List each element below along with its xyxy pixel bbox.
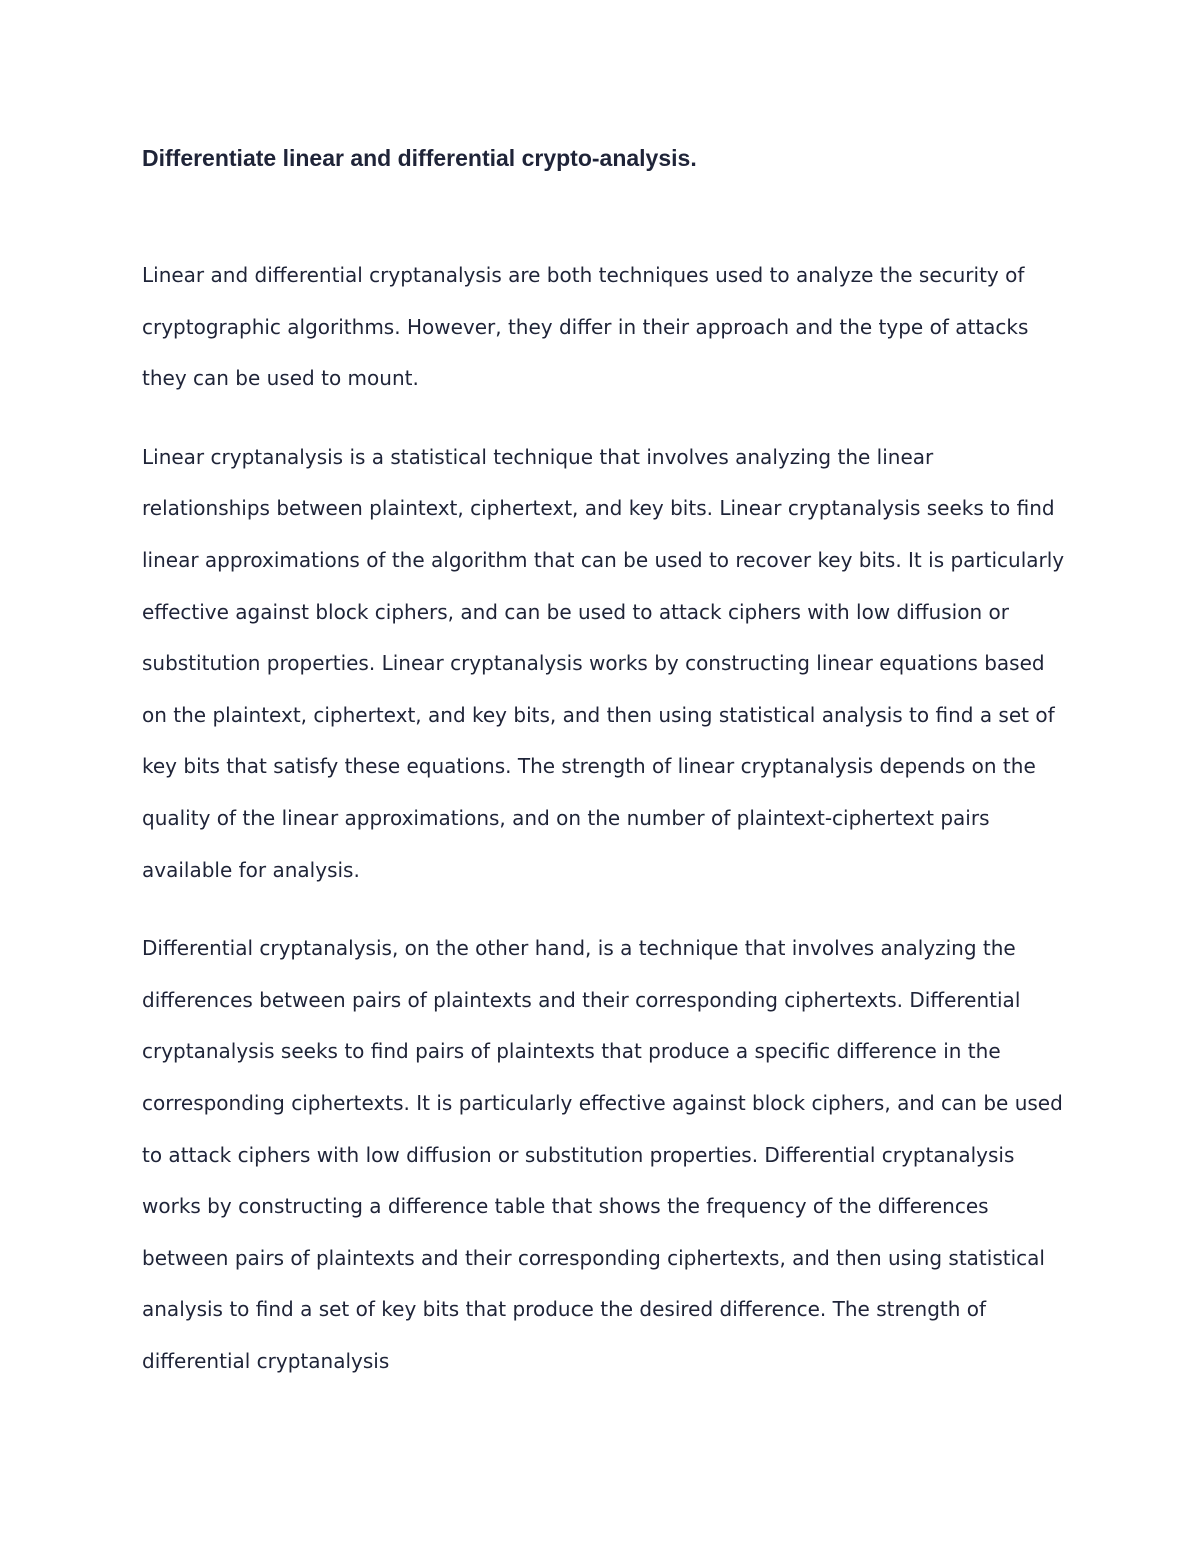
document-title: Differentiate linear and differential crypto-analysis. [142,145,697,171]
paragraph-intro: Linear and differential cryptanalysis are both techniques used to analyze the security of cryptographic algorithms. However, they differ in their approach and the type of attacks they can be used to mount. [142,263,1029,391]
document-body [142,250,1067,1387]
paragraph-linear-cryptanalysis: Linear cryptanalysis is a statistical technique that involves analyzing the linear relationships between plaintext, ciphertext, and key bits. Linear cryptanalysis seeks to find linear approximations of the algorithm that can be used to recover key bits. It is particularly effective against block ciphers, and can be used to attack ciphers with low diffusion or substitution properties. Linear cryptanalysis works by constructing linear equations based on the plaintext, ciphertext, and key bits, and then using statistical analysis to find a set of key bits that satisfy these equations. The strength of linear cryptanalysis depends on the quality of the linear approximations, and on the number of plaintext-ciphertext pairs available for analysis. [142,444,1065,882]
paragraph-differential-cryptanalysis: Differential cryptanalysis, on the other hand, is a technique that involves analyzing the differences between pairs of plaintexts and their corresponding ciphertexts. Differential cryptanalysis seeks to find pairs of plaintexts that produce a specific difference in the corresponding ciphertexts. It is particularly effective against block ciphers, and can be used to attack ciphers with low diffusion or substitution properties. Differential cryptanalysis works by constructing a difference table that shows the frequency of the differences between pairs of plaintexts and their corresponding ciphertexts, and then using statistical analysis to find a set of key bits that produce the desired difference. The strength of differential cryptanalysis [142,936,1063,1373]
